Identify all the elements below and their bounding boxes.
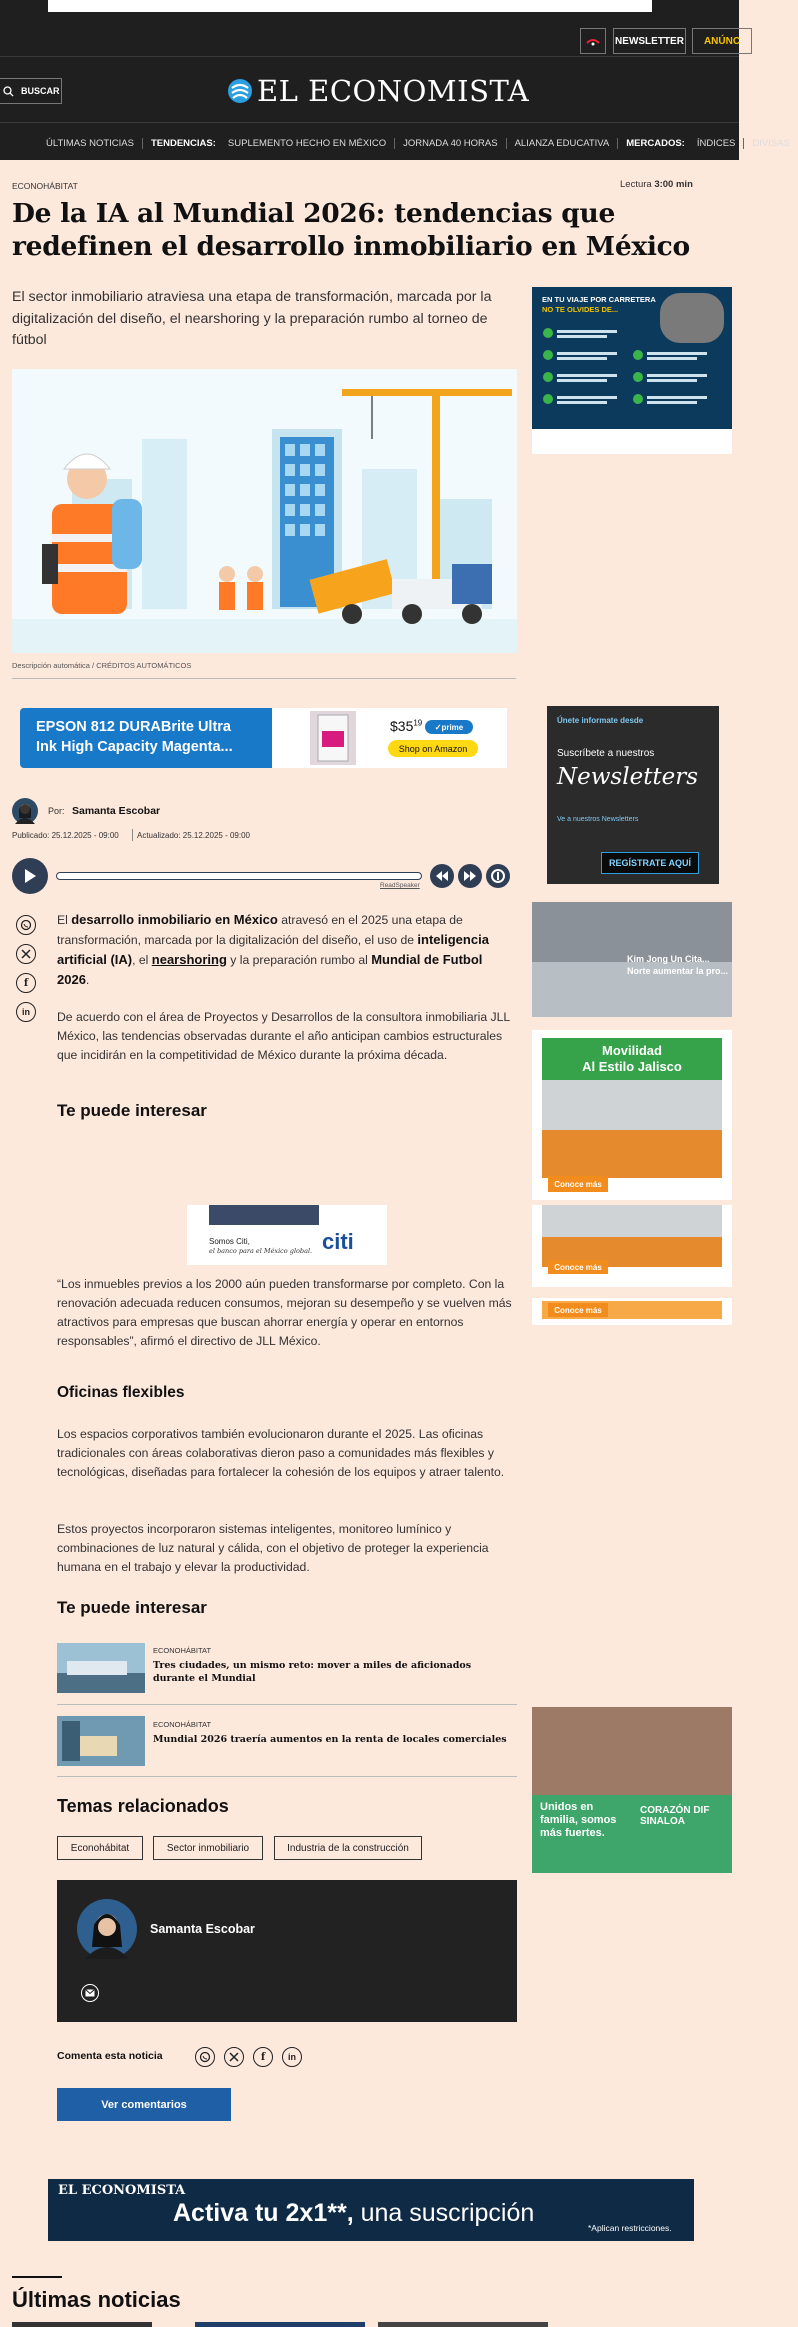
ad-newsletters[interactable] — [547, 706, 719, 884]
settings-icon — [486, 864, 510, 888]
x-share-icon[interactable] — [16, 944, 36, 964]
news-card-2[interactable] — [195, 2322, 365, 2327]
ad-carretera-title: EN TU VIAJE POR CARRETERA — [542, 295, 656, 304]
interest-heading: Te puede interesar — [57, 1101, 207, 1120]
news-card-1[interactable] — [12, 2322, 152, 2327]
divider — [12, 678, 516, 679]
rewind-button[interactable] — [430, 864, 454, 888]
play-icon — [23, 868, 37, 884]
link-nearshoring[interactable]: nearshoring — [151, 952, 227, 967]
top-ad-banner[interactable] — [48, 0, 652, 12]
nav-divisas[interactable]: DIVISAS — [752, 137, 790, 149]
newsletter-button[interactable]: NEWSLETTER — [613, 28, 686, 54]
nav-indices[interactable]: ÍNDICES — [689, 138, 745, 149]
video-caption-2: Norte aumentar la pro... — [627, 966, 729, 976]
author-avatar[interactable] — [12, 798, 38, 824]
linkedin-icon[interactable]: in — [282, 2047, 302, 2067]
notification-icon[interactable] — [580, 28, 606, 54]
ad-dif-sinaloa[interactable] — [532, 1707, 732, 1873]
topics-heading: Temas relacionados — [57, 1796, 229, 1816]
paragraph-3: “Los inmuebles previos a los 2000 aún pueden transformarse por completo. Con la renovación adecuada reducen consumos, mejoran su desempeño y se vuelven más atractivos para empresas que buscan ahorrar energía y operar en entornos responsables”, afirmó el directivo de JLL México. — [57, 1277, 512, 1348]
divider — [57, 1704, 517, 1705]
conoce-button-2[interactable]: Conoce más — [548, 1260, 608, 1274]
ad-carretera[interactable] — [532, 287, 732, 454]
paragraph-1: El desarrollo inmobiliario en México atravesó en el 2025 una etapa de transformación, marcada por la digitalización del diseño, el uso de inteligencia artificial (IA), el nearshoring y la preparación rumbo al Mundial de Futbol 2026. — [57, 912, 489, 987]
paragraph-4: Los espacios corporativos también evolucionaron durante el 2025. Las oficinas tradicionales con áreas colaborativas dieron paso a comunidades más flexibles y tecnológicas, diseñadas para fortalecer la cohesión de los equipos y atraer talento. — [57, 1427, 505, 1479]
prime-badge: ✓prime — [425, 720, 473, 734]
related-thumb-2[interactable] — [57, 1716, 145, 1766]
whatsapp-share-icon[interactable] — [16, 915, 36, 935]
ad-video[interactable] — [532, 902, 732, 1017]
search-label: BUSCAR — [21, 86, 60, 96]
search-icon — [3, 86, 14, 97]
subs-logo: EL ECONOMISTA — [58, 2183, 186, 2198]
topic-tag-econohabitat[interactable]: Econohábitat — [57, 1836, 143, 1860]
news-card-3[interactable] — [378, 2322, 548, 2327]
audio-progress-bar[interactable] — [56, 872, 422, 880]
citi-line2: el banco para el México global. — [209, 1247, 313, 1255]
author-card-name[interactable]: Samanta Escobar — [150, 1922, 255, 1936]
nav-jornada[interactable]: JORNADA 40 HORAS — [395, 138, 507, 149]
forward-button[interactable] — [458, 864, 482, 888]
heading-accent — [12, 2276, 62, 2278]
author-prefix: Por: — [48, 806, 65, 816]
shop-amazon-button[interactable]: Shop on Amazon — [388, 740, 478, 757]
related-title-2[interactable]: Mundial 2026 traería aumentos en la renta de locales comerciales — [153, 1734, 507, 1745]
hero-image — [12, 369, 517, 653]
ad-jalisco-2[interactable] — [532, 1205, 732, 1287]
dif-slogan: Unidos en familia, somos más fuertes. — [540, 1801, 617, 1839]
jalisco-line1: Movilidad — [602, 1043, 662, 1058]
paragraph-3-clip — [57, 1277, 517, 1361]
epson-line1: EPSON 812 DURABrite Ultra — [36, 719, 231, 735]
epson-price: $\$35^{19}$ — [390, 718, 423, 734]
main-nav — [0, 130, 790, 156]
divider — [0, 122, 739, 123]
logo-icon — [227, 78, 253, 104]
paragraph-5: Estos proyectos incorporaron sistemas inteligentes, monitoreo lumínico y combinaciones de luz natural y cálida, con el objetivo de proteger la experiencia humana en el trabajo y elevar la productividad. — [57, 1522, 489, 1574]
x-icon[interactable] — [224, 2047, 244, 2067]
related-thumb-1[interactable] — [57, 1643, 145, 1693]
ultimas-heading: Últimas noticias — [12, 2287, 181, 2312]
advertise-button[interactable]: ANÚNC — [692, 28, 752, 54]
subs-note: *Aplican restricciones. — [588, 2223, 672, 2233]
epson-line2: Ink High Capacity Magenta... — [36, 739, 233, 755]
settings-button[interactable] — [486, 864, 510, 888]
audio-play-button[interactable] — [12, 858, 48, 894]
news-kicker: Únete informate desde — [557, 716, 644, 725]
ad-citi[interactable] — [187, 1205, 387, 1265]
updated-date: Actualizado: 25.12.2025 - 09:00 — [137, 831, 250, 840]
ad-jalisco-3[interactable] — [532, 1298, 732, 1325]
search-button[interactable] — [0, 78, 62, 104]
ad-jalisco[interactable] — [532, 1030, 732, 1200]
link-ia[interactable]: inteligencia artificial (IA) — [57, 932, 489, 967]
nav-suplemento[interactable]: SUPLEMENTO HECHO EN MÉXICO — [220, 138, 395, 149]
reading-time: Lectura 3:00 min — [620, 179, 693, 190]
conoce-button[interactable]: Conoce más — [548, 1176, 608, 1192]
citi-logo: citi — [322, 1229, 354, 1254]
news-big: Newsletters — [557, 764, 699, 790]
ad-checklist — [542, 327, 652, 432]
forward-icon — [458, 864, 482, 888]
comment-label: Comenta esta noticia — [57, 2050, 163, 2062]
readspeaker-link[interactable]: ReadSpeaker — [380, 882, 420, 889]
author-card-avatar[interactable] — [77, 1899, 137, 1959]
nav-ultimas[interactable]: ÚLTIMAS NOTICIAS — [38, 138, 143, 149]
news-link[interactable]: Ve a nuestros Newsletters — [557, 816, 639, 823]
related-section-1[interactable]: ECONOHÁBITAT — [153, 1646, 212, 1655]
link-mundial[interactable]: Mundial de Futbol 2026 — [57, 952, 483, 987]
topic-tag-sector[interactable]: Sector inmobiliario — [153, 1836, 263, 1860]
divider — [0, 56, 739, 57]
oficinas-heading: Oficinas flexibles — [57, 1384, 185, 1401]
facebook-share-icon[interactable]: f — [16, 973, 36, 993]
ad-subscription[interactable] — [48, 2179, 694, 2241]
topic-tag-industria[interactable]: Industria de la construcción — [274, 1836, 422, 1860]
article-summary: El sector inmobiliario atraviesa una etapa de transformación, marcada por la digitalización del diseño, el nearshoring y la preparación rumbo al torneo de fútbol — [12, 289, 492, 348]
related-section-2[interactable]: ECONOHÁBITAT — [153, 1720, 212, 1729]
divider — [57, 1776, 517, 1777]
news-line: Suscríbete a nuestros — [557, 748, 655, 759]
link-desarrollo[interactable]: desarrollo inmobiliario en México — [71, 912, 278, 927]
related-title-1[interactable]: Tres ciudades, un mismo reto: mover a miles de aficionados durante el Mundial — [153, 1660, 472, 1684]
ad-epson[interactable] — [20, 708, 507, 768]
author-card — [57, 1880, 517, 2022]
section-label[interactable]: ECONOHÁBITAT — [12, 181, 78, 191]
linkedin-share-icon[interactable]: in — [16, 1002, 36, 1022]
article-title: De la IA al Mundial 2026: tendencias que redefinen el desarrollo inmobiliario en México — [12, 198, 690, 262]
news-register-button[interactable]: REGÍSTRATE AQUÍ — [601, 852, 699, 874]
image-caption: Descripción automática / CRÉDITOS AUTOMÁTICOS — [12, 661, 192, 670]
divider — [132, 829, 133, 841]
author-name[interactable]: Samanta Escobar — [72, 805, 161, 817]
epson-product-image — [310, 711, 356, 765]
conoce-button-3[interactable]: Conoce más — [548, 1303, 608, 1317]
published-date: Publicado: 25.12.2025 - 09:00 — [12, 831, 119, 840]
ad-carretera-footer — [532, 429, 732, 454]
interest-heading-2: Te puede interesar — [57, 1598, 207, 1617]
subs-headline: Activa tu 2x1**, una suscripción — [173, 2199, 535, 2227]
ad-carretera-sub: NO TE OLVIDES DE... — [542, 305, 619, 314]
nav-tendencias-label: TENDENCIAS: — [150, 137, 216, 149]
citi-line1: Somos Citi, — [209, 1237, 250, 1246]
site-logo[interactable] — [227, 74, 529, 108]
facebook-icon[interactable]: f — [253, 2047, 273, 2067]
view-comments-button[interactable]: Ver comentarios — [57, 2088, 231, 2121]
video-caption: Kim Jong Un Cita... — [627, 954, 710, 964]
jalisco-line2: Al Estilo Jalisco — [582, 1059, 682, 1074]
dif-brand: CORAZÓN DIF SINALOA — [640, 1805, 710, 1827]
nav-alianza[interactable]: ALIANZA EDUCATIVA — [507, 138, 619, 149]
email-icon[interactable] — [81, 1984, 99, 2002]
paragraph-2: De acuerdo con el área de Proyectos y Desarrollos de la consultora inmobiliaria JLL México, las tendencias observadas durante el año anticipan cambios estructurales que incidirán en la competitividad de México durante la próxima década. — [57, 1010, 510, 1062]
rewind-icon — [430, 864, 454, 888]
nav-mercados-label: MERCADOS: — [626, 137, 685, 149]
logo-text: EL ECONOMISTA — [257, 74, 530, 108]
whatsapp-icon[interactable] — [195, 2047, 215, 2067]
